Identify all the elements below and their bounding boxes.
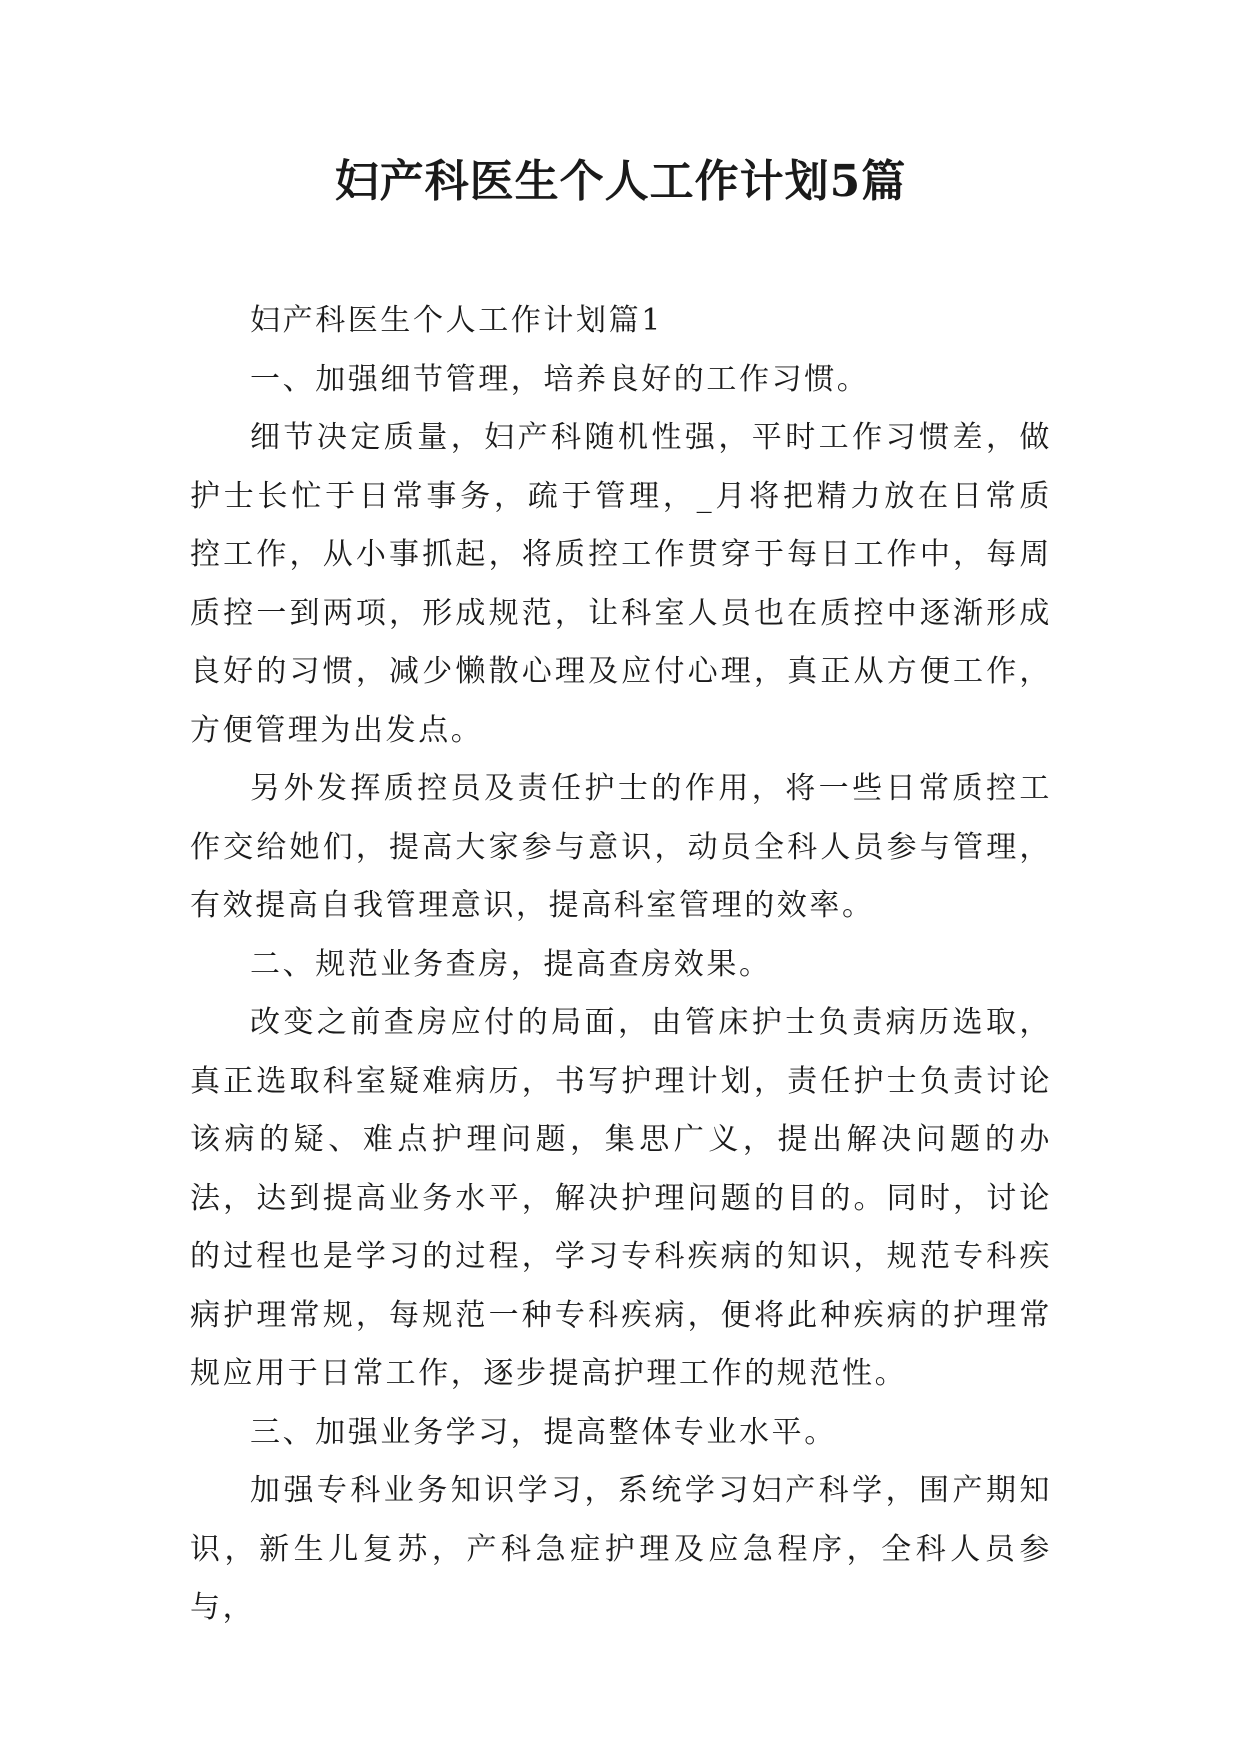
- body-paragraph: 改变之前查房应付的局面，由管床护士负责病历选取，真正选取科室疑难病历，书写护理计划，责任护士负责讨论该病的疑、难点护理问题，集思广义，提出解决问题的办法，达到提高业务水平，解决护理问题的目的。同时，讨论的过程也是学习的过程，学习专科疾病的知识，规范专科疾病护理常规，每规范一种专科疾病，便将此种疾病的护理常规应用于日常工作，逐步提高护理工作的规范性。: [190, 1005, 1052, 1391]
- section-heading: 妇产科医生个人工作计划篇1: [250, 303, 663, 338]
- subheading: 一、加强细节管理，培养良好的工作习惯。: [250, 361, 870, 397]
- body-paragraph: 细节决定质量，妇产科随机性强，平时工作习惯差，做护士长忙于日常事务，疏于管理，_月将把精力放在日常质控工作，从小事抓起，将质控工作贯穿于每日工作中，每周质控一到两项，形成规范，让科室人员也在质控中逐渐形成良好的习惯，减少懒散心理及应付心理，真正从方便工作，方便管理为出发点。: [190, 420, 1052, 748]
- document-title: 妇产科医生个人工作计划5篇: [334, 156, 907, 207]
- body-paragraph: 加强专科业务知识学习，系统学习妇产科学，围产期知识，新生儿复苏，产科急症护理及应急程序，全科人员参与，: [190, 1473, 1052, 1625]
- subheading: 三、加强业务学习，提高整体专业水平。: [250, 1414, 837, 1450]
- document-body: [190, 292, 1052, 1638]
- body-paragraph: 另外发挥质控员及责任护士的作用，将一些日常质控工作交给她们，提高大家参与意识，动员全科人员参与管理，有效提高自我管理意识，提高科室管理的效率。: [190, 771, 1052, 923]
- subheading: 二、规范业务查房，提高查房效果。: [250, 946, 772, 982]
